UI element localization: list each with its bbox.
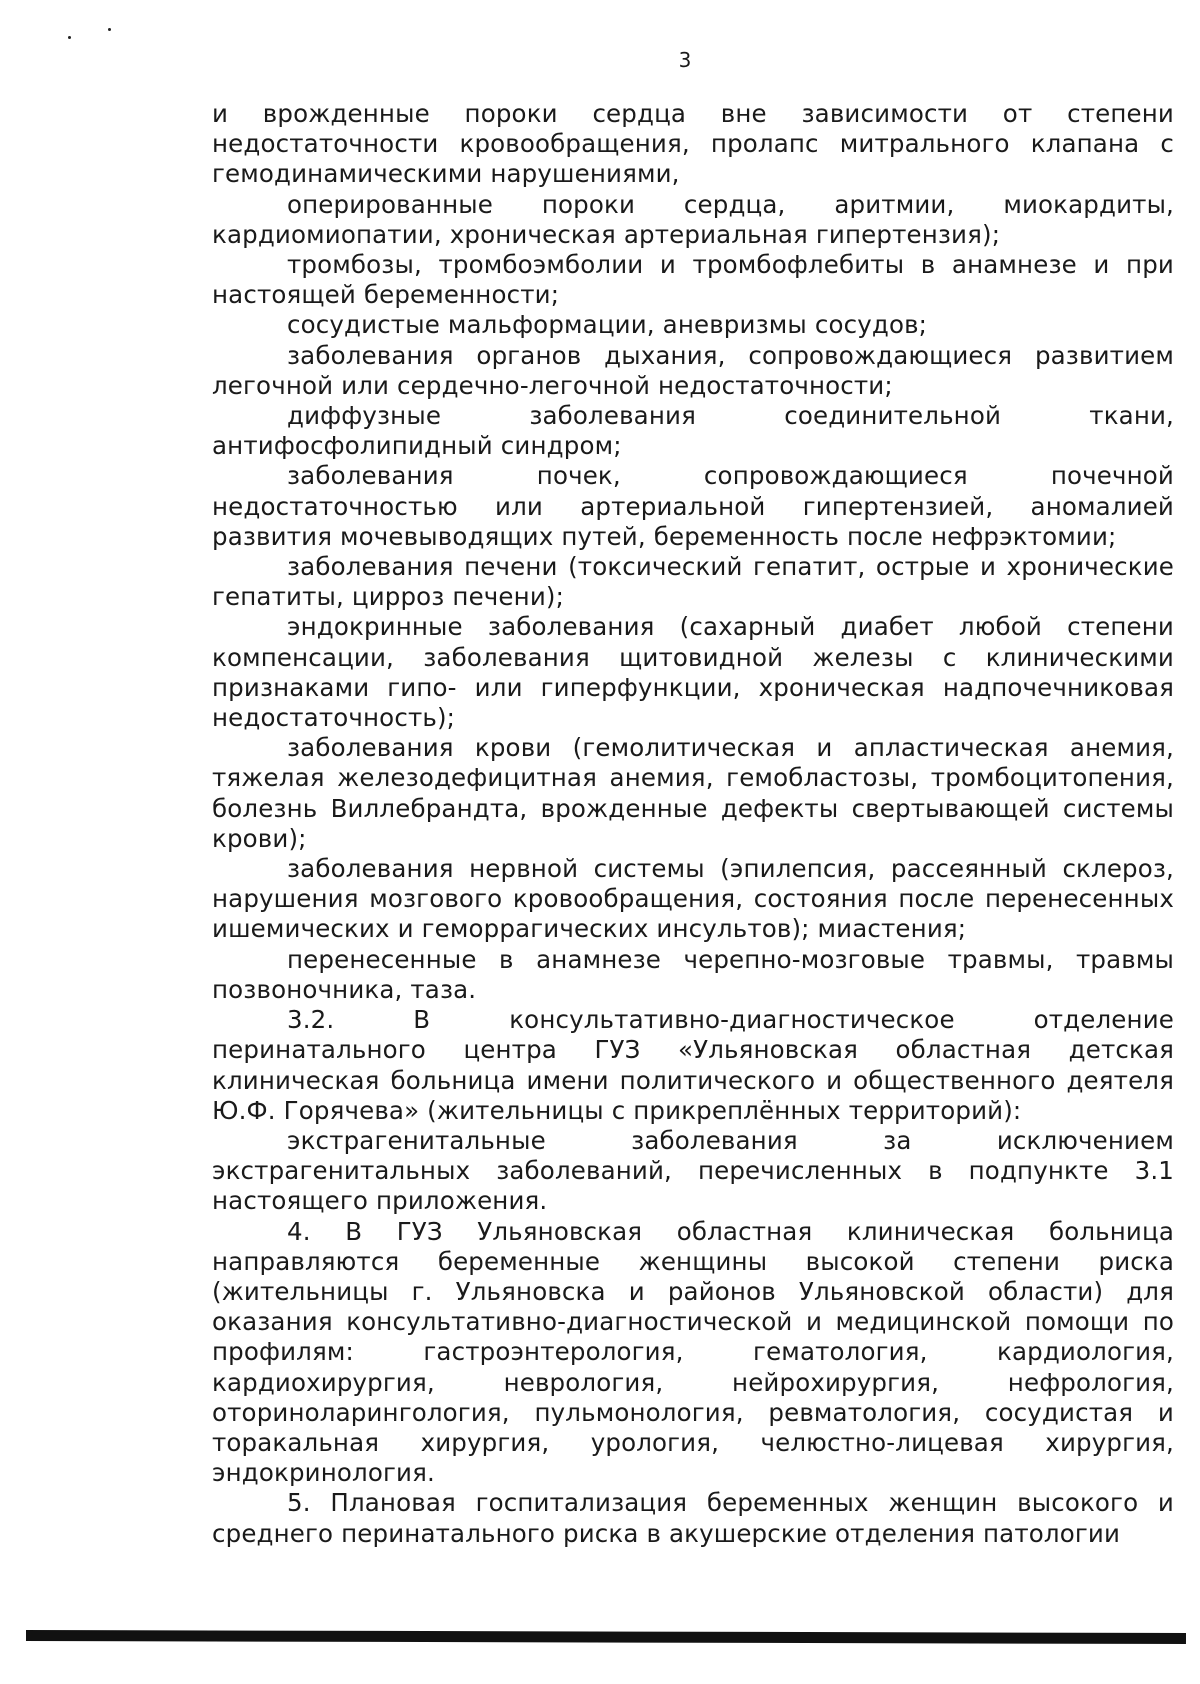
paragraph: сосудистые мальформации, аневризмы сосудов; bbox=[287, 310, 928, 340]
page-number: 3 bbox=[678, 48, 692, 72]
section-4-paragraph: 4. В ГУЗ Ульяновская областная клиническая больница направляются беременные женщины высокой степени риска (жительницы г. Ульяновска и районов Ульяновской области) для оказания консультативно-диагностической и медицинской помощи по профилям: гастроэнтерология, гематология, кардиология, кардиохирургия, неврология, нейрохирургия, нефрология, оториноларингология, пульмонология, ревматология, сосудистая и торакальная хирургия, урология, челюстно-лицевая хирургия, эндокринология. bbox=[212, 1216, 1174, 1488]
paragraph: заболевания органов дыхания, сопровождающиеся развитием легочной или сердечно-легочной недостаточности; bbox=[212, 340, 1174, 400]
paragraph: заболевания почек, сопровождающиеся почечной недостаточностью или артериальной гипертензией, аномалией развития мочевыводящих путей, беременность после нефрэктомии; bbox=[212, 461, 1174, 551]
paragraph: тромбозы, тромбоэмболии и тромбофлебиты в анамнезе и при настоящей беременности; bbox=[212, 250, 1174, 310]
paragraph: и врожденные пороки сердца вне зависимости от степени недостаточности кровообращения, пролапс митрального клапана с гемодинамическими нарушениями, bbox=[212, 99, 1174, 189]
paragraph: заболевания печени (токсический гепатит, острые и хронические гепатиты, цирроз печени); bbox=[212, 552, 1174, 612]
paragraph: эндокринные заболевания (сахарный диабет любой степени компенсации, заболевания щитовидной железы с клиническими признаками гипо- или гиперфункции, хроническая надпочечниковая недостаточность); bbox=[212, 612, 1174, 733]
paragraph: диффузные заболевания соединительной ткани, антифосфолипидный синдром; bbox=[212, 401, 1174, 461]
document-body bbox=[212, 99, 1174, 1549]
paragraph: перенесенные в анамнезе черепно-мозговые травмы, травмы позвоночника, таза. bbox=[212, 944, 1174, 1004]
scan-artifact-dots bbox=[68, 28, 128, 42]
paragraph: заболевания нервной системы (эпилепсия, рассеянный склероз, нарушения мозгового кровообращения, состояния после перенесенных ишемических и геморрагических инсультов); миастения; bbox=[212, 854, 1174, 944]
paragraph: заболевания крови (гемолитическая и апластическая анемия, тяжелая железодефицитная анемия, гемобластозы, тромбоцитопения, болезнь Виллебрандта, врожденные дефекты свертывающей системы крови); bbox=[212, 733, 1174, 853]
scan-edge-bar bbox=[26, 1630, 1186, 1644]
paragraph: оперированные пороки сердца, аритмии, миокардиты, кардиомиопатии, хроническая артериальная гипертензия); bbox=[212, 189, 1174, 249]
section-5-paragraph: 5. Плановая госпитализация беременных женщин высокого и среднего перинатального риска в акушерские отделения патологии bbox=[212, 1488, 1174, 1548]
section-3-2-paragraph: 3.2. В консультативно-диагностическое отделение перинатального центра ГУЗ «Ульяновская областная детская клиническая больница имени политического и общественного деятеля Ю.Ф. Горячева» (жительницы с прикреплённых территорий): bbox=[212, 1005, 1174, 1125]
paragraph: экстрагенитальные заболевания за исключением экстрагенитальных заболеваний, перечисленных в подпункте 3.1 настоящего приложения. bbox=[212, 1125, 1174, 1216]
